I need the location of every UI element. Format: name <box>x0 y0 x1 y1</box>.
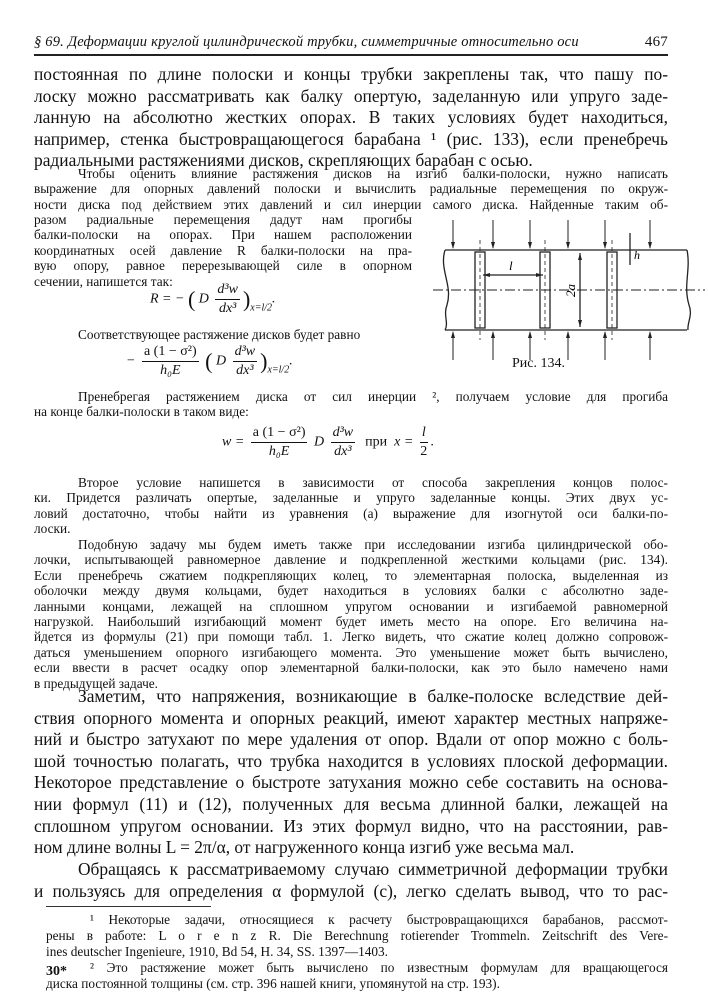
text-line: Соответствующее растяжение дисков будет равно <box>78 327 361 342</box>
subscript: x=l/2 <box>267 364 290 376</box>
text-line: постоянная по длине полоски и концы трубки закреплены так, что пашу по- <box>34 64 668 84</box>
denominator: dx³ <box>334 444 352 459</box>
formula-R <box>150 282 276 317</box>
paren: ) <box>260 348 268 374</box>
running-header <box>34 34 668 54</box>
text-line: на конце балки-полоски в таком виде: <box>34 404 249 420</box>
header-rule <box>34 54 668 56</box>
label-h: h <box>634 248 640 262</box>
paren: ( <box>187 286 196 312</box>
paragraph-second-condition <box>34 475 668 537</box>
text-line: если ввести в расчет осадку опор элементарной балки-полоски, как это было намечено нами <box>34 660 668 676</box>
formula-part: D <box>198 291 209 307</box>
fraction <box>233 344 258 379</box>
formula-part: D <box>215 353 227 369</box>
text-line: сплошном упругом основании. Из этих формул видно, что на расстоянии, рав- <box>34 815 668 836</box>
text-line: радиальными растяжениями дисков, скрепляющих барабан с осью. <box>34 150 533 171</box>
paragraph-turning <box>34 859 668 902</box>
fraction <box>215 282 240 317</box>
text-line: ности диска под действием этих давлений и сил инерции самого диска. Найденные таким об- <box>34 196 668 212</box>
formula-part: . <box>430 434 435 450</box>
text-line: балки-полоски на опорах. При нашем расположении <box>34 227 412 243</box>
formula-part: R = − <box>150 291 185 307</box>
text-line: ном длине волны L = 2π/α, от нагруженного конца изгиб уже весьма мал. <box>34 837 575 858</box>
text-line: лочки, испытывающей равномерное давление и подкрепленной жесткими кольцами (рис. 134). <box>34 552 668 568</box>
text-line: даться уменьшением опорного изгибающего момента. Это уменьшение может быть вычислено, <box>34 644 668 660</box>
figure-caption: Рис. 134. <box>512 356 565 371</box>
fraction <box>420 425 428 460</box>
paren: ) <box>242 286 251 312</box>
text-line: Пренебрегая растяжением диска от сил инерции ², получаем условие для прогиба <box>78 389 668 404</box>
formula-part: D <box>313 434 325 450</box>
fraction <box>331 425 356 460</box>
formula-part: x = <box>394 434 414 450</box>
fraction <box>142 344 199 379</box>
page-number: 467 <box>644 34 668 50</box>
subscript: x=l/2 <box>250 302 273 314</box>
text-line: сечении, напишется так: <box>34 273 173 289</box>
formula-part: w = <box>222 434 245 450</box>
footnote-line: ² Это растяжение может быть вычислено по известным формулам для вращающегося <box>90 960 668 975</box>
section-title: § 69. Деформации круглой цилиндрической трубки, симметричные относительно оси <box>34 34 579 50</box>
text-line: выражение для опорных давлений полоски и вычислить радиальные перемещения по окруж- <box>34 181 668 197</box>
footnotes <box>46 912 668 992</box>
paragraph-note <box>34 686 668 859</box>
numerator: a (1 − σ²) <box>142 344 199 362</box>
text-line: Чтобы оценить влияние растяжения дисков на изгиб балки-полоски, нужно написать <box>78 166 668 181</box>
numerator: d³w <box>233 344 258 362</box>
footnote-line: рены в работе: L o r e n z R. Die Berechnung rotierender Trommeln. Zeitschrift des Vere- <box>46 928 668 943</box>
text-line: Обращаясь к рассматриваемому случаю симметричной деформации трубки <box>78 859 668 879</box>
paragraph-neglect <box>34 389 668 420</box>
footnote-line: ines deutscher Ingenieure, 1910, Bd 54, H. 34, SS. 1397—1403. <box>46 944 388 959</box>
text-line: координатных осей давление R балки-полоски на пра- <box>34 242 412 258</box>
label-2a: 2a <box>563 284 578 297</box>
text-line: ланную на абсолютно жестких опорах. В таких условиях будет находиться, <box>34 107 668 128</box>
denominator: dx³ <box>236 363 254 378</box>
formula-w <box>222 425 434 460</box>
figure-134-ring-stiffened-tube <box>425 215 708 365</box>
text-line: лоски. <box>34 521 71 537</box>
small-paragraph-narrow <box>34 212 412 289</box>
denominator: h₀E <box>160 363 181 378</box>
text-line: Если пренебречь сжатием подкрепляющих колец, то элементарная полоска, выделенная из <box>34 567 668 583</box>
text-line: Некоторое представление о быстроте затухания можно себе составить на основа- <box>34 772 668 793</box>
numerator: d³w <box>215 282 240 300</box>
footnote-line: диска постоянной толщины (см. стр. 396 нашей книги, упомянутой на стр. 193). <box>46 976 500 991</box>
text-line: Заметим, что напряжения, возникающие в балке-полоске вследствие дей- <box>78 686 668 706</box>
denominator: h₀E <box>268 444 290 459</box>
text-line: ланными концами, лежащей на сплошном упругом основании и изгибаемой равномерной <box>34 598 668 614</box>
footnote-rule <box>46 906 211 907</box>
text-line: нагрузкой. Наибольший изгибающий момент будет иметь место на опоре. Его величина на- <box>34 613 668 629</box>
label-l: l <box>509 258 513 273</box>
paragraph-top <box>34 64 668 172</box>
denominator: 2 <box>420 444 428 459</box>
text-line: Подобную задачу мы будем иметь также при исследовании изгиба цилиндрической обо- <box>78 537 668 552</box>
text-line: ловий достаточно, чтобы найти из уравнения (а) выражение для изогнутой оси балки-по- <box>34 505 668 521</box>
text-line: в предыдущей задаче. <box>34 675 158 691</box>
formula-part: − <box>126 353 136 369</box>
formula-stretch <box>126 344 293 379</box>
paren: ( <box>205 348 213 374</box>
text-corresponding <box>78 327 418 342</box>
text-line: лоску можно рассматривать как балку опертую, заделанную или упруго заде- <box>34 85 668 106</box>
text-line: ки. Придется различать опертые, заделанные и упруго заделанные концы. Этих двух ус- <box>34 490 668 506</box>
numerator: a (1 − σ²) <box>251 425 308 443</box>
denominator: dx³ <box>218 301 237 316</box>
text-line: ствия опорного момента и опорных реакций, имеют характер местных напряже- <box>34 707 668 728</box>
text-line: разом радиальные перемещения дадут нам прогибы <box>34 212 412 227</box>
text-line: и пользуясь для определения α формулой (с), легко сделать вывод, что то рас- <box>34 880 668 901</box>
text-line: например, стенка быстровращающегося барабана ¹ (рис. 133), если пренебречь <box>34 128 668 149</box>
paragraph-similar-problem <box>34 537 668 691</box>
formula-part: . <box>272 291 276 307</box>
text-line: Второе условие напишется в зависимости от способа закрепления концов полос- <box>78 475 668 490</box>
numerator: d³w <box>331 425 356 443</box>
text-line: йдется из формулы (21) при помощи табл. 1. Легко видеть, что сжатие колец должно сопровож- <box>34 629 668 645</box>
text-line: ний и быстро затухают по мере удаления от опор. Вдали от опор можно с боль- <box>34 729 668 750</box>
text-line: оболочки между двумя кольцами, будет находиться в условиях балки с абсолютно заде- <box>34 583 668 599</box>
small-paragraph-intro <box>34 166 668 212</box>
numerator: l <box>420 425 428 443</box>
text-line: шой точностью полагать, что трубка находится в условиях плоской деформации. <box>34 750 668 771</box>
text-line: нии формул (11) и (12), полученных для весьма длинной балки, лежащей на <box>34 793 668 814</box>
text-line: вую опору, равное перерезывающей силе в опорном <box>34 258 412 274</box>
footnote-line: ¹ Некоторые задачи, относящиеся к расчету быстровращающихся барабанов, рассмот- <box>90 912 668 927</box>
fraction <box>251 425 308 460</box>
formula-part: . <box>289 353 293 369</box>
signature-mark: 30* <box>46 964 67 979</box>
formula-part: при <box>365 434 388 450</box>
